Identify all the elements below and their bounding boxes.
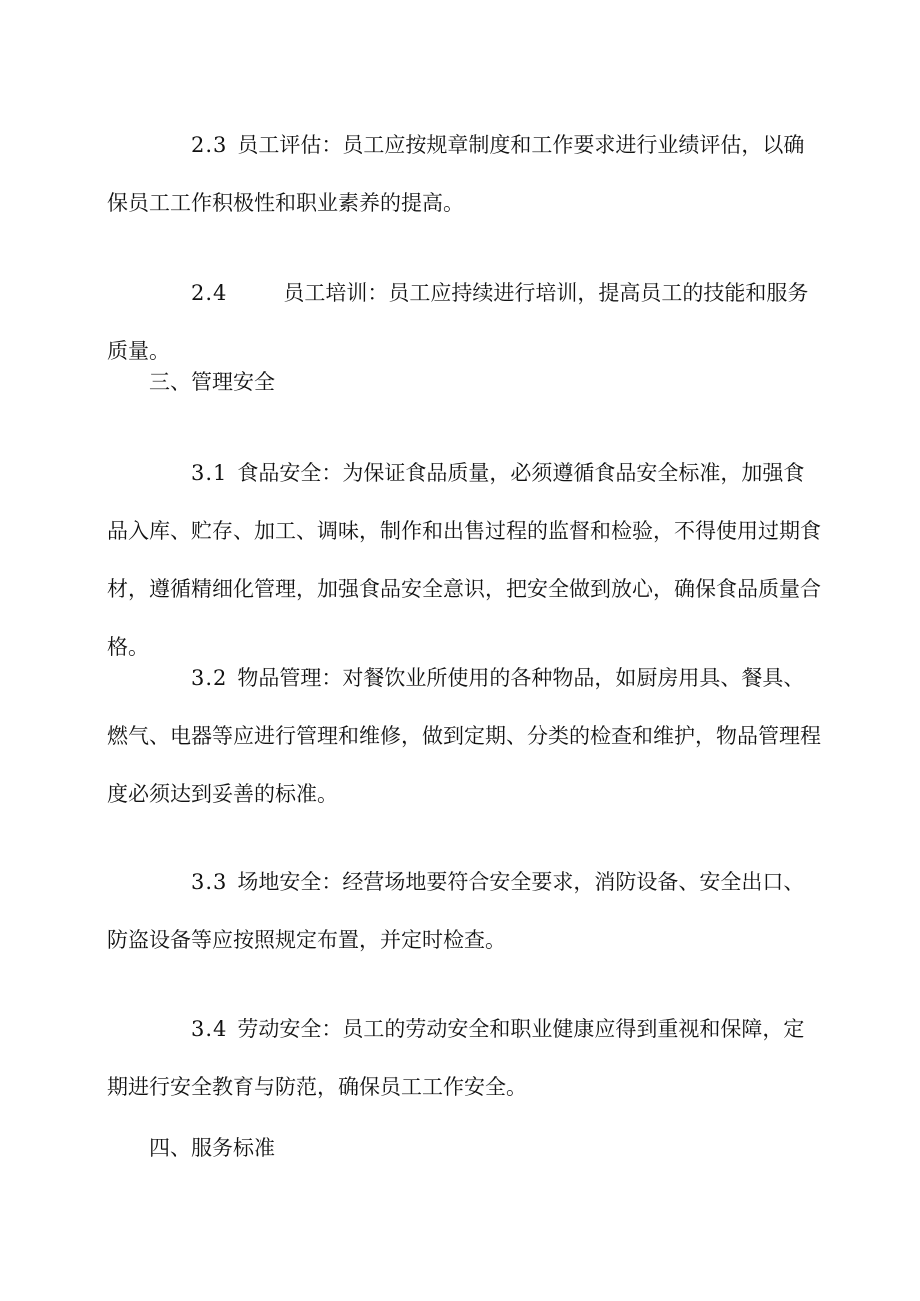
paragraph-text: 员工培训：员工应持续进行培训，提高员工的技能和服务质量。 — [107, 281, 809, 363]
section-number: 3.4 — [191, 1017, 228, 1041]
paragraph-text: 劳动安全：员工的劳动安全和职业健康应得到重视和保障，定期进行安全教育与防范，确保员工工作安全。 — [107, 1017, 805, 1099]
paragraph-3-4 — [107, 1000, 822, 1116]
section-number: 3.3 — [191, 870, 228, 894]
section-heading-4: 四、服务标准 — [149, 1136, 275, 1160]
paragraph-text: 物品管理：对餐饮业所使用的各种物品，如厨房用具、餐具、燃气、电器等应进行管理和维修，做到定期、分类的检查和维护，物品管理程度必须达到妥善的标准。 — [107, 666, 821, 806]
section-number: 3.2 — [191, 666, 228, 690]
section-number: 2.4 — [191, 281, 228, 305]
paragraph-2-3 — [107, 116, 822, 232]
section-number: 2.3 — [191, 133, 228, 157]
paragraph-text: 食品安全：为保证食品质量，必须遵循食品安全标准，加强食品入库、贮存、加工、调味，制作和出售过程的监督和检验，不得使用过期食材，遵循精细化管理，加强食品安全意识，把安全做到放心，确保食品质量合格。 — [107, 461, 821, 659]
paragraph-text: 员工评估：员工应按规章制度和工作要求进行业绩评估，以确保员工工作积极性和职业素养的提高。 — [107, 133, 805, 215]
paragraph-text: 场地安全：经营场地要符合安全要求，消防设备、安全出口、防盗设备等应按照规定布置，并定时检查。 — [107, 870, 805, 952]
paragraph-3-1 — [107, 444, 822, 676]
paragraph-3-3 — [107, 853, 822, 969]
section-number: 3.1 — [191, 461, 228, 485]
paragraph-3-2 — [107, 649, 822, 823]
section-heading-3: 三、管理安全 — [149, 370, 275, 394]
